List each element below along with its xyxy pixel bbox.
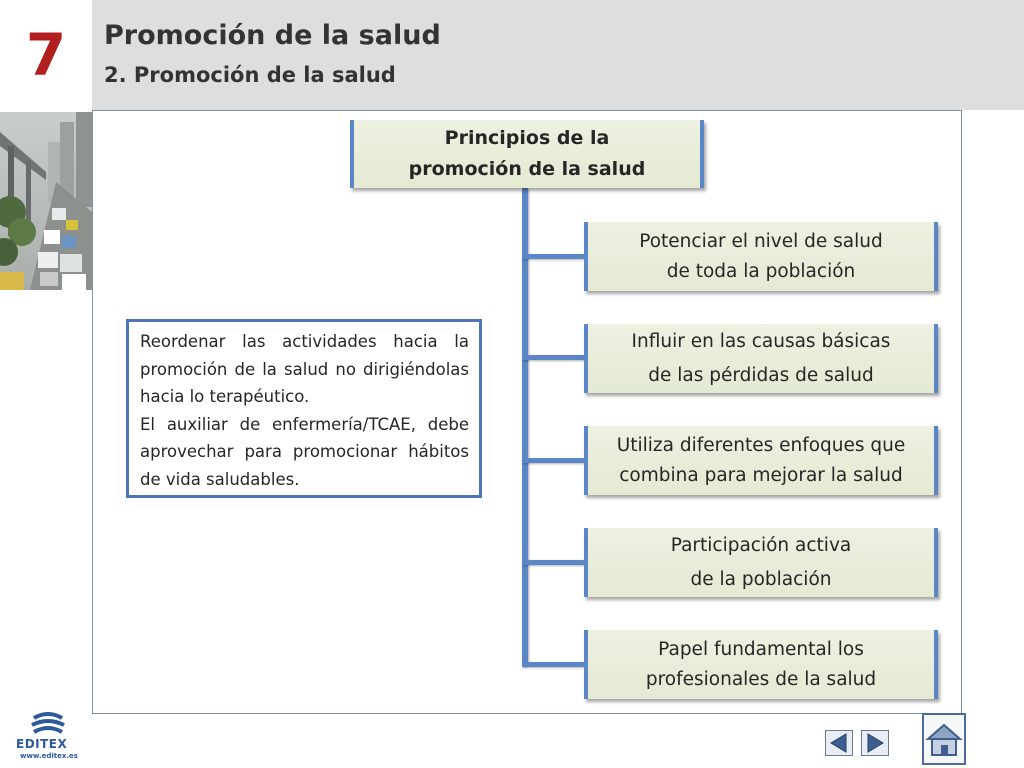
diagram-child-line1: Potenciar el nivel de salud	[639, 230, 883, 252]
diagram-branch-connector	[522, 662, 586, 667]
diagram-child-line1: Participación activa	[670, 534, 852, 556]
diagram-child-box	[584, 426, 938, 495]
note-paragraph: Reordenar las actividades hacia la promoción de la salud no dirigiéndolas hacia lo terapéutico.	[140, 332, 469, 406]
diagram-child-line1: Influir en las causas básicas	[631, 330, 891, 352]
note-box	[126, 319, 482, 498]
diagram-child-box	[584, 528, 938, 597]
diagram-child-line2: profesionales de la salud	[645, 668, 877, 690]
traffic-photo	[0, 112, 92, 290]
diagram-child-line2: de la población	[690, 568, 832, 590]
diagram-branch-connector	[522, 560, 586, 565]
previous-slide-button[interactable]	[825, 730, 853, 756]
diagram-root-box	[350, 120, 704, 188]
next-slide-button[interactable]	[861, 730, 889, 756]
diagram-branch-connector	[522, 254, 586, 259]
diagram-root-line1: Principios de la	[444, 127, 610, 149]
home-button[interactable]	[922, 713, 966, 765]
diagram-trunk-connector	[522, 188, 528, 666]
diagram-branch-connector	[522, 355, 586, 360]
chapter-number: 7	[25, 21, 67, 89]
diagram-child-line1: Papel fundamental los	[658, 638, 864, 660]
triangle-right-icon	[862, 731, 888, 755]
diagram-child-box	[584, 324, 938, 393]
diagram-child-line2: de toda la población	[666, 260, 856, 282]
diagram-root-line2: promoción de la salud	[408, 158, 646, 180]
diagram-child-line2: de las pérdidas de salud	[648, 364, 874, 386]
diagram-child-box	[584, 222, 938, 291]
diagram-child-line1: Utiliza diferentes enfoques que	[616, 434, 906, 456]
note-paragraph: El auxiliar de enfermería/TCAE, debe aprovechar para promocionar hábitos de vida saludables.	[140, 414, 469, 489]
diagram-child-box	[584, 630, 938, 699]
triangle-left-icon	[826, 731, 852, 755]
page-subtitle: 2. Promoción de la salud	[104, 63, 396, 87]
diagram-child-line2: combina para mejorar la salud	[619, 464, 903, 486]
header-bar	[92, 0, 1024, 110]
logo-url: www.editex.es	[20, 752, 78, 760]
page-title: Promoción de la salud	[104, 20, 441, 51]
logo-text: EDITEX	[16, 737, 68, 751]
diagram-branch-connector	[522, 458, 586, 463]
house-icon	[924, 715, 964, 763]
